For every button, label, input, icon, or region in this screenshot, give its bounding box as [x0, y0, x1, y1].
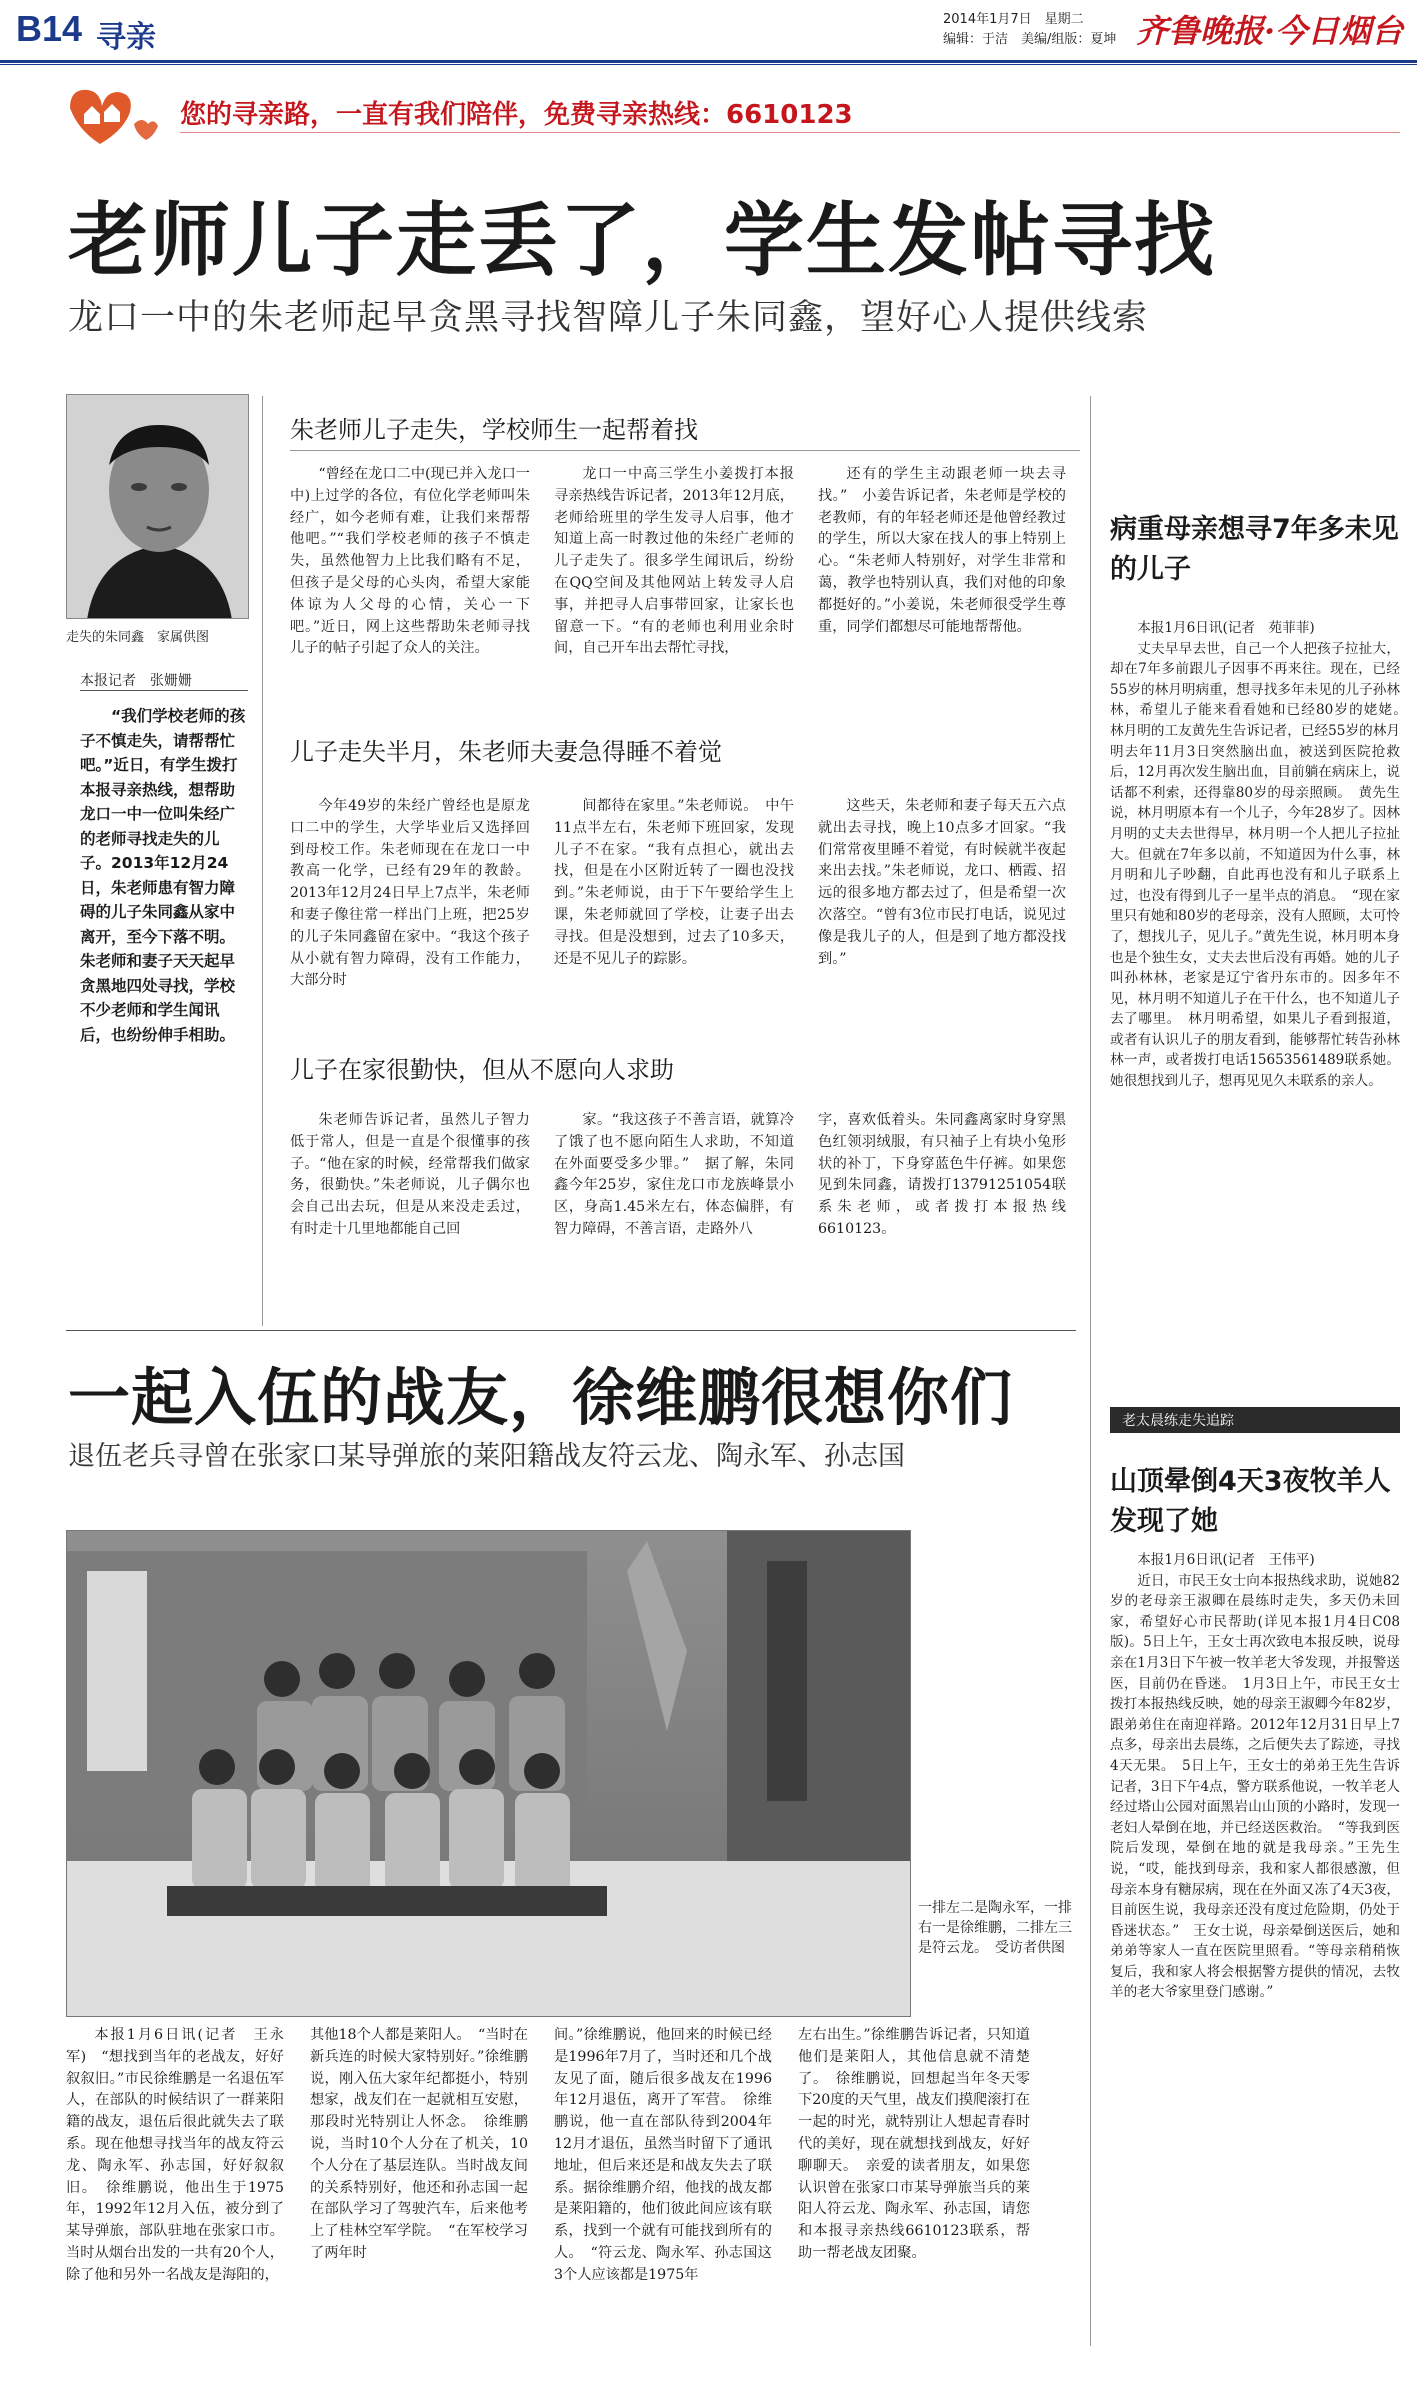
article-column [290, 796, 530, 992]
article-column [798, 2025, 1030, 2265]
paragraph: 今年49岁的朱经广曾经也是原龙口二中的学生，大学毕业后又选择回到母校工作。朱老师现在在龙口一中教高一化学，已经有29年的教龄。2013年12月24日早上7点半，朱老师和妻子像往常一样出门上班，把25岁的儿子朱同鑫留在家中。“我这个孩子从小就有智力障碍，没有工作能力，大部分时 [290, 798, 530, 989]
sidebar1-byline: 本报1月6日讯(记者 苑菲菲) [1137, 620, 1315, 636]
article-column [554, 1110, 794, 1241]
article-column [290, 464, 530, 660]
paragraph: 朱老师告诉记者，虽然儿子智力低于常人，但是一直是个很懂事的孩子。“他在家的时候，经常帮我们做家务，很勤快。”朱老师说，儿子偶尔也会自己出去玩，但是从来没走丢过，有时走十几里地都能自己回 [290, 1112, 530, 1237]
sidebar-divider [1090, 396, 1091, 2346]
issue-editors: 编辑：于洁 美编/组版：夏坤 [943, 32, 1117, 47]
sidebar1-headline: 病重母亲想寻7年多未见的儿子 [1110, 514, 1399, 585]
article-column [554, 464, 794, 660]
article-column [66, 2025, 284, 2287]
paragraph: 龙口一中高三学生小姜拨打本报寻亲热线告诉记者，2013年12月底，老师给班里的学生发寻人启事，他才知道上高一时教过他的朱经广老师的儿子走失了。很多学生闻讯后，纷纷在QQ空间及其他网站上转发寻人启事，并把寻人启事带回家，让家长也留意一下。“有的老师也利用业余时间，自己开车出去帮忙寻找， [554, 466, 794, 657]
story1-lead: “我们学校老师的孩子不慎走失，请帮帮忙吧。”近日，有学生拨打本报寻亲热线，想帮助龙口一中一位叫朱经广的老师寻找走失的儿子。2013年12月24日，朱老师患有智力障碍的儿子朱同鑫从家中离开，至今下落不明。朱老师和妻子天天起早贪黑地四处寻找，学校不少老师和学生闻讯后，也纷纷伸手相助。 [80, 707, 246, 1044]
byline-rule [80, 690, 248, 691]
paragraph: 丈夫早早去世，自己一个人把孩子拉扯大，却在7年多前跟儿子因事不再来往。现在，已经55岁的林月明病重，想寻找多年未见的儿子孙林林，希望儿子能来看看她和已经80岁的姥姥。 林月明的工友黄先生告诉记者，已经55岁的林月明去年11月3日突然脑出血，被送到医院抢救后，12月再次发生脑出血，目前躺在病床上，说话都不利索，还得靠80岁的母亲照顾。 黄先生说，林月明原本有一个儿子，今年28岁了。因林月明的丈夫去世得早，林月明一个人把儿子拉扯大。但就在7年多以前，不知道因为什么事，林月明和儿子吵翻，自此再也没有和儿子联系上过，也没有得到儿子一星半点的消息。 “现在家里只有她和80岁的老母亲，没有人照顾，太可怜了，想找儿子，见儿子。”黄先生说，林月明本身也是个独生女，丈夫去世后没有再婚。她的儿子叫孙林林，老家是辽宁省丹东市的。因多年不见，林月明不知道儿子在干什么，也不知道儿子去了哪里。 林月明希望，如果儿子看到报道，或者有认识儿子的朋友看到，能够帮忙转告孙林林一声，或者拨打电话15653561489联系她。她很想找到儿子，想再见见久未联系的亲人。 [1110, 640, 1414, 1090]
column-divider [262, 396, 263, 1326]
paragraph: 家。“我这孩子不善言语，就算冷了饿了也不愿向陌生人求助，不知道在外面要受多少罪。” 据了解，朱同鑫今年25岁，家住龙口市龙族峰景小区，身高1.45米左右，体态偏胖，有智力障碍，不善言语，走路外八 [554, 1112, 794, 1237]
article-column [818, 796, 1066, 970]
article-column [554, 2025, 772, 2287]
issue-meta [943, 10, 1116, 50]
story1-byline: 本报记者 张姗姗 [80, 673, 192, 689]
article-column [310, 2025, 528, 2265]
sidebar2-body [1110, 1550, 1400, 2003]
paragraph: 字，喜欢低着头。朱同鑫离家时身穿黑色红领羽绒服，有只袖子上有块小兔形状的补丁，下身穿蓝色牛仔裤。如果您见到朱同鑫，请拨打13791251054联系朱老师，或者拨打本报热线6610123。 [818, 1112, 1066, 1237]
story2-subheadline: 退伍老兵寻曾在张家口某导弹旅的莱阳籍战友符云龙、陶永军、孙志国 [68, 1441, 905, 1472]
paragraph: 本报1月6日讯(记者 王永军) “想找到当年的老战友，好好叙叙旧。”市民徐维鹏是一名退伍军人，在部队的时候结识了一群莱阳籍的战友，退伍后很此就失去了联系。现在他想寻找当年的战友符云龙、陶永军、孙志国，好好叙叙旧。 徐维鹏说，他出生于1975年，1992年12月入伍，被分到了某导弹旅，部队驻地在张家口市。当时从烟台出发的一共有20个人，除了他和另外一名战友是海阳的， [66, 2027, 284, 2283]
sidebar1-body [1110, 618, 1414, 1092]
section-rule [290, 450, 1080, 451]
section-heading-2: 儿子走失半月，朱老师夫妻急得睡不着觉 [290, 738, 722, 766]
sidebar2-byline: 本报1月6日讯(记者 王伟平) [1137, 1552, 1315, 1568]
page-code: B14 [16, 8, 83, 49]
issue-date: 2014年1月7日 星期二 [943, 12, 1084, 27]
header-rule [0, 60, 1417, 63]
story-separator [66, 1330, 1076, 1331]
hotline-slogan: 您的寻亲路，一直有我们陪伴，免费寻亲热线：6610123 [180, 100, 853, 130]
header-rule-thin [0, 64, 1417, 65]
article-column [818, 1110, 1066, 1241]
photo-caption: 走失的朱同鑫 家属供图 [66, 630, 210, 645]
paragraph: 这些天，朱老师和妻子每天五六点就出去寻找，晚上10点多才回家。“我们常常夜里睡不着觉，有时候就半夜起来出去找。”朱老师说，龙口、栖霞、招远的很多地方都去过了，但是希望一次次落空。“曾有3位市民打电话，说见过像是我儿子的人，但是到了地方都没找到。” [818, 798, 1066, 967]
sidebar2-headline: 山顶晕倒4天3夜牧羊人发现了她 [1110, 1466, 1391, 1537]
paragraph: 间。”徐维鹏说，他回来的时候已经是1996年7月了，当时还和几个战友见了面，随后很多战友在1996年12月退伍，离开了军营。 徐维鹏说，他一直在部队待到2004年12月才退伍，虽然当时留下了通讯地址，但后来还是和战友失去了联系。据徐维鹏介绍，他找的战友都是莱阳籍的，他们彼此间应该有联系，找到一个就有可能找到所有的人。 “符云龙、陶永军、孙志国这3个人应该都是1975年 [554, 2027, 772, 2283]
article-column [554, 796, 794, 970]
story1-headline: 老师儿子走丢了，学生发帖寻找 [68, 194, 1216, 287]
sidebar2-label: 老太晨练走失追踪 [1110, 1407, 1400, 1433]
section-name: 寻亲 [96, 20, 156, 55]
paragraph: 其他18个人都是莱阳人。 “当时在新兵连的时候大家特别好。”徐维鹏说，刚入伍大家年纪都挺小，特别想家，战友们在一起就相互安慰，那段时光特别让人怀念。 徐维鹏说，当时10个人分在了机关，10个人分在了基层连队。当时战友间的关系特别好，他还和孙志国一起在部队学习了驾驶汽车，后来他考上了桂林空军学院。 “在军校学习了两年时 [310, 2027, 528, 2261]
section-heading-3: 儿子在家很勤快，但从不愿向人求助 [290, 1056, 674, 1084]
paragraph: 间都待在家里。”朱老师说。 中午11点半左右，朱老师下班回家，发现儿子不在家。“我有点担心，就出去找，但是在小区附近转了一圈也没找到。”朱老师说，由于下午要给学生上课，朱老师就回了学校，让妻子出去寻找。但是没想到，过去了10多天，还是不见儿子的踪影。 [554, 798, 794, 967]
paragraph: 左右出生。”徐维鹏告诉记者，只知道他们是莱阳人，其他信息就不清楚了。 徐维鹏说，回想起当年冬天零下20度的天气里，战友们摸爬滚打在一起的时光，就特别让人想起青春时代的美好，现在就想找到战友，好好聊聊天。 亲爱的读者朋友，如果您认识曾在张家口市某导弹旅当兵的莱阳人符云龙、陶永军、孙志国，请您和本报寻亲热线6610123联系，帮助一帮老战友团聚。 [798, 2027, 1030, 2261]
missing-person-photo [66, 394, 249, 619]
paragraph: “曾经在龙口二中(现已并入龙口一中)上过学的各位，有位化学老师叫朱经广，如今老师有难，让我们来帮帮他吧。”“我们学校老师的孩子不慎走失，虽然他智力上比我们略有不足，但孩子是父母的心头肉，希望大家能体谅为人父母的心情，关心一下吧。”近日，网上这些帮助朱老师寻找儿子的帖子引起了众人的关注。 [290, 466, 530, 657]
story2-headline: 一起入伍的战友，徐维鹏很想你们 [68, 1361, 1014, 1434]
article-column [290, 1110, 530, 1241]
paragraph: 还有的学生主动跟老师一块去寻找。” 小姜告诉记者，朱老师是学校的老教师，有的年轻老师还是他曾经教过的学生，所以大家在找人的事上特别上心。“朱老师人特别好，对学生非常和蔼，教学也特别认真，我们对他的印象都挺好的。”小姜说，朱老师很受学生尊重，同学们都想尽可能地帮帮他。 [818, 466, 1066, 635]
story1-subheadline: 龙口一中的朱老师起早贪黑寻找智障儿子朱同鑫，望好心人提供线索 [68, 298, 1149, 338]
article-column [818, 464, 1066, 638]
newspaper-logo: 齐鲁晚报·今日烟台 [1136, 12, 1404, 50]
soldiers-group-photo [66, 1530, 911, 2017]
heart-house-icon [50, 78, 170, 148]
slogan-rule [180, 132, 1400, 133]
photo-caption: 一排左二是陶永军，一排右一是徐维鹏，二排左三是符云龙。 受访者供图 [918, 1900, 1072, 1956]
section-heading-1: 朱老师儿子走失，学校师生一起帮着找 [290, 416, 698, 444]
paragraph: 近日，市民王女士向本报热线求助，说她82岁的老母亲王淑卿在晨练时走失，多天仍未回家，希望好心市民帮助(详见本报1月4日C08版)。5日上午，王女士再次致电本报反映，说母亲在1月3日下午被一牧羊老大爷发现，并报警送医，目前仍在昏迷。 1月3日上午，市民王女士拨打本报热线反映，她的母亲王淑卿今年82岁，跟弟弟住在南迎祥路。2012年12月31日早上7点多，母亲出去晨练，之后便失去了踪迹，寻找4天无果。 5日上午，王女士的弟弟王先生告诉记者，3日下午4点，警方联系他说，一牧羊老人经过塔山公园对面黑岩山山顶的小路时，发现一老妇人晕倒在地，并已经送医救治。 “等我到医院后发现，晕倒在地的就是我母亲。”王先生说，“哎，能找到母亲，我和家人都很感激，但母亲本身有糖尿病，现在在外面又冻了4天3夜，目前医生说，我母亲还没有度过危险期，仍处于昏迷状态。” 王女士说，母亲晕倒送医后，她和弟弟等家人一直在医院里照看。“等母亲稍稍恢复后，我和家人将会根据警方提供的情况，去牧羊的老大爷家里登门感谢。” [1110, 1572, 1400, 2001]
